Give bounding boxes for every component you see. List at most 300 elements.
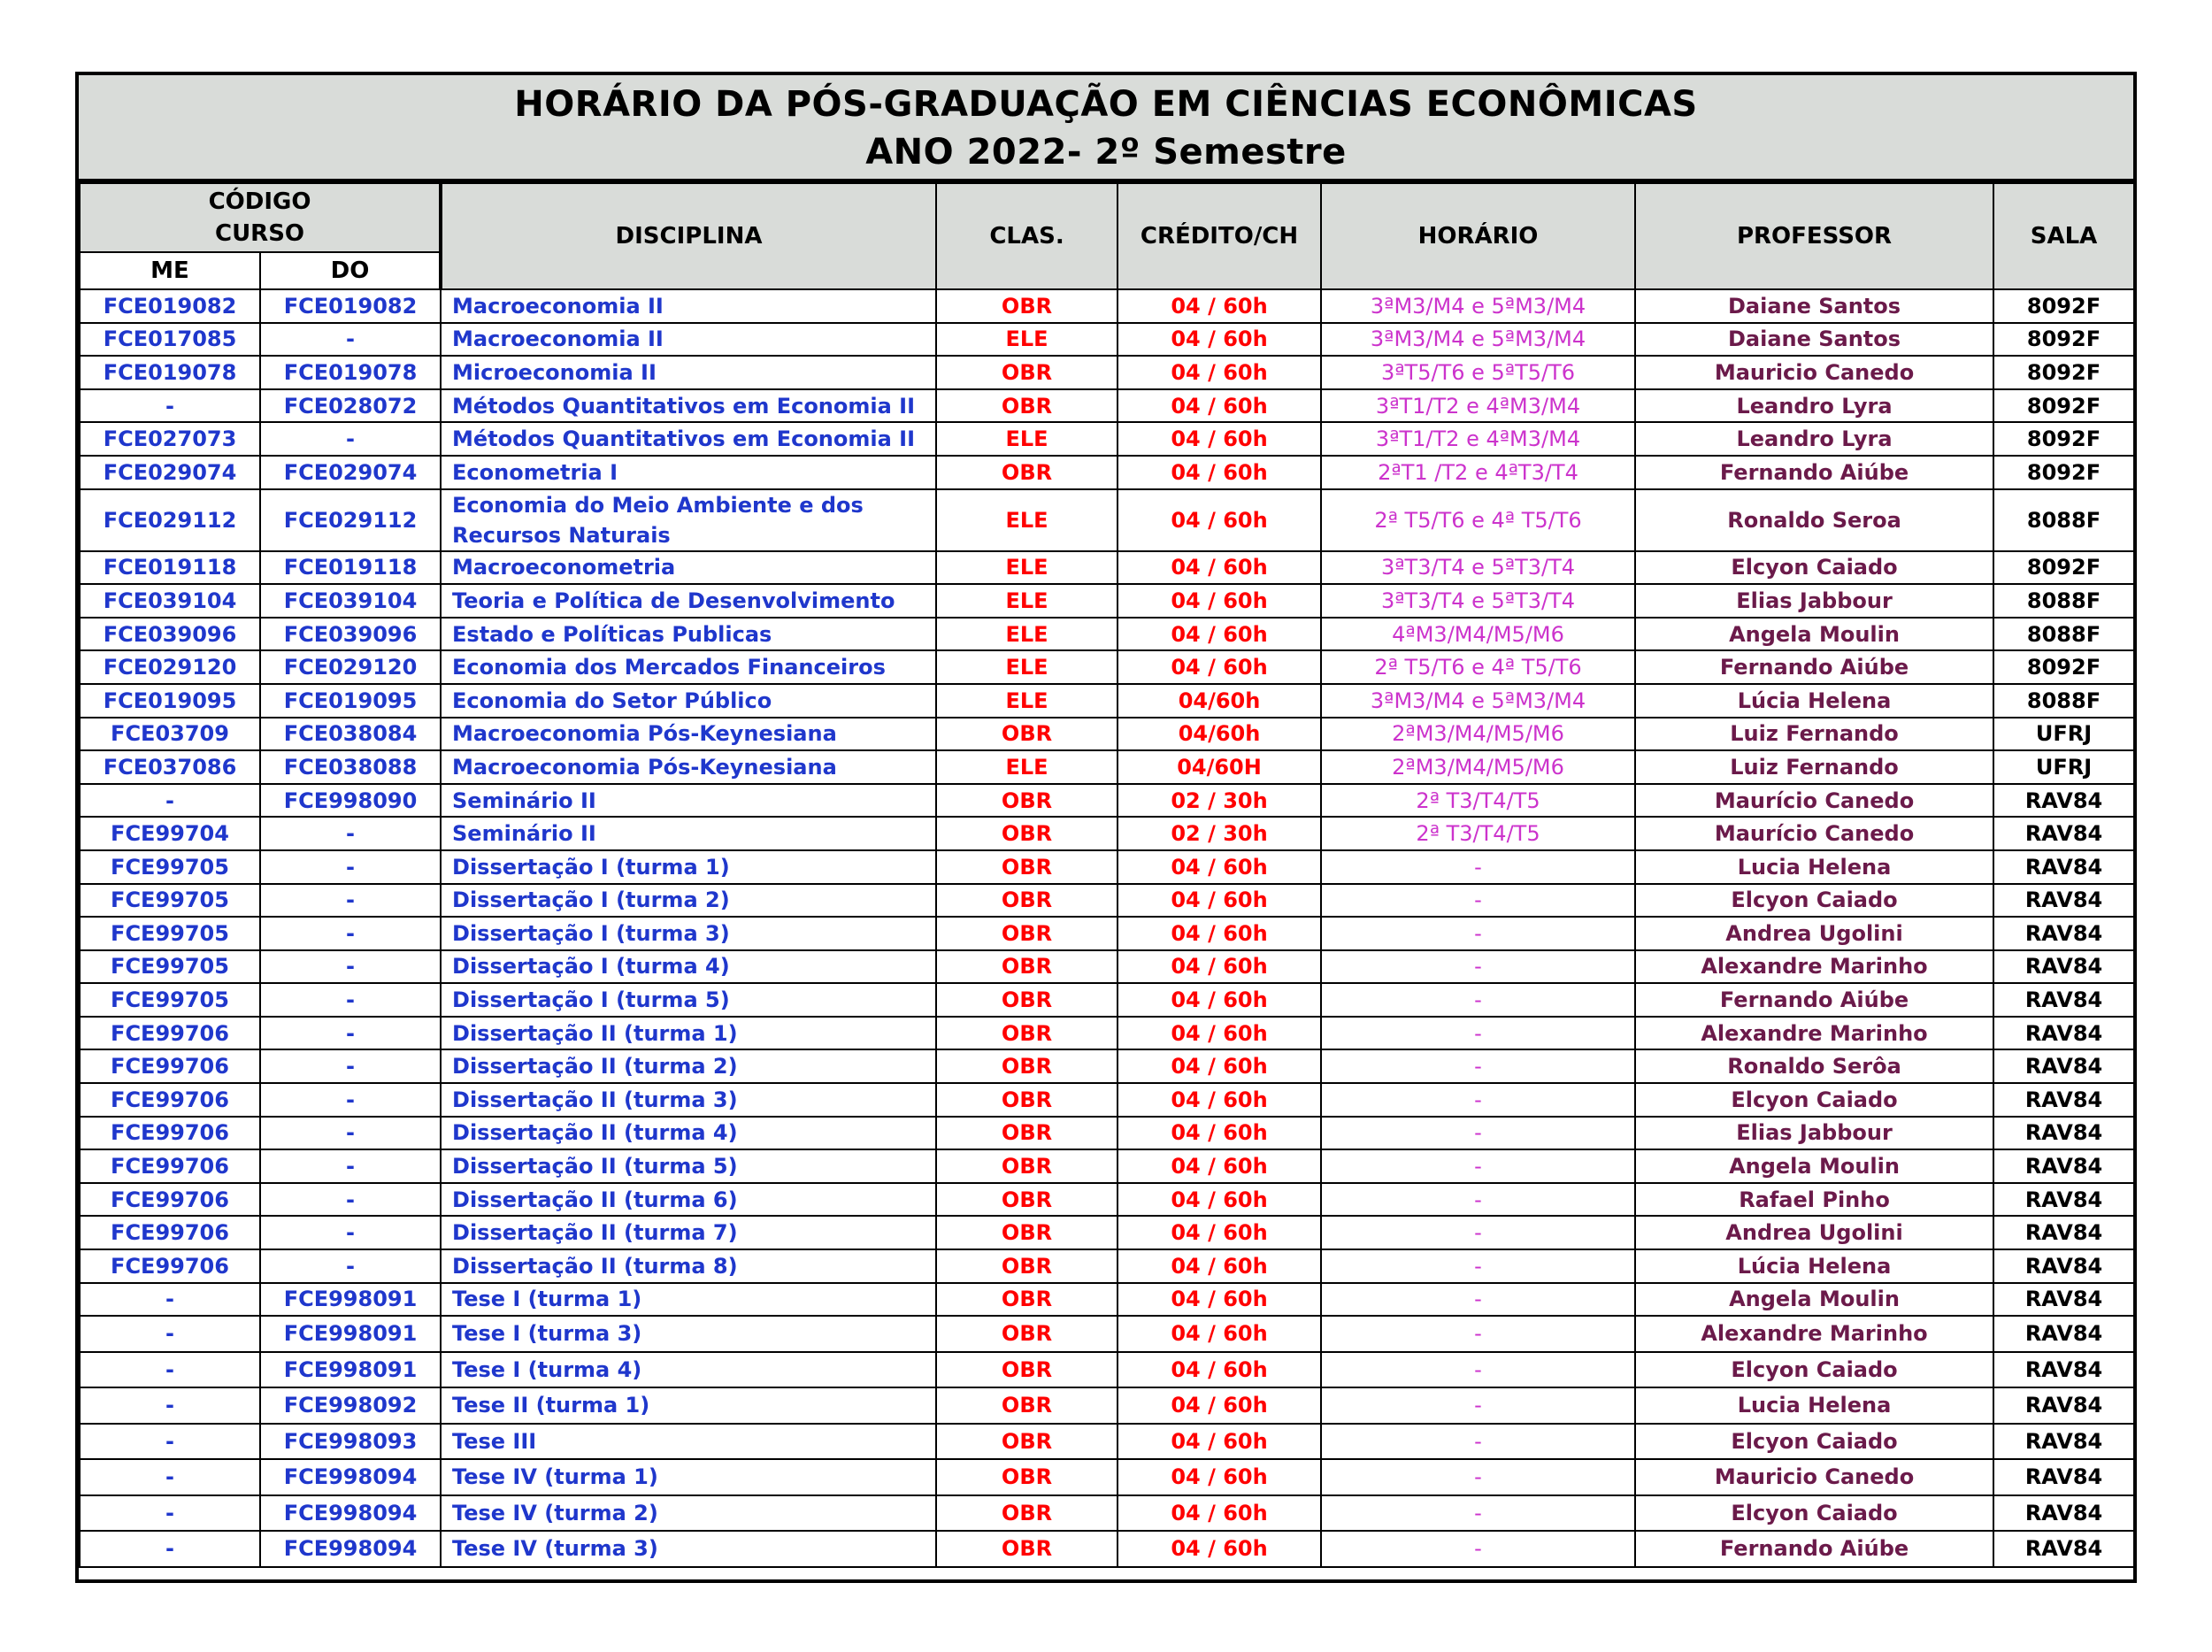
code-me-cell: FCE019082 [80,289,260,323]
professor-cell: Ronaldo Seroa [1635,489,1993,551]
horario-cell: 4ªM3/M4/M5/M6 [1321,618,1635,651]
page-title: HORÁRIO DA PÓS-GRADUAÇÃO EM CIÊNCIAS ECONÔMICAS [514,84,1698,125]
code-me-cell: - [80,1424,260,1460]
sala-cell: 8092F [1993,422,2134,456]
code-do-cell: - [260,884,441,918]
header-codigo-curso [80,183,441,252]
credito-cell: 04 / 60h [1118,950,1321,984]
disciplina-cell: Estado e Políticas Publicas [441,618,936,651]
sala-cell: UFRJ [1993,718,2134,751]
code-me-cell: FCE99705 [80,884,260,918]
professor-cell: Fernando Aiúbe [1635,650,1993,684]
code-do-cell: FCE019095 [260,684,441,718]
clas-cell: OBR [936,1183,1118,1217]
credito-cell: 04 / 60h [1118,422,1321,456]
credito-cell: 04 / 60h [1118,983,1321,1017]
horario-cell: - [1321,884,1635,918]
clas-cell: OBR [936,1424,1118,1460]
code-do-cell: - [260,983,441,1017]
header-do: DO [260,252,441,289]
sala-cell: 8092F [1993,650,2134,684]
disciplina-cell: Tese III [441,1424,936,1460]
credito-cell: 04 / 60h [1118,650,1321,684]
sala-cell: 8092F [1993,456,2134,489]
clas-cell: ELE [936,422,1118,456]
code-me-cell: FCE99705 [80,917,260,950]
sala-cell: RAV84 [1993,1283,2134,1317]
code-do-cell: FCE998093 [260,1424,441,1460]
credito-cell: 04 / 60h [1118,1424,1321,1460]
code-me-cell: - [80,1283,260,1317]
credito-cell: 02 / 30h [1118,817,1321,850]
table-row [80,1316,2134,1352]
sala-cell: RAV84 [1993,1316,2134,1352]
sala-cell: 8088F [1993,618,2134,651]
sala-cell: 8088F [1993,584,2134,618]
code-do-cell: FCE998091 [260,1352,441,1388]
professor-cell: Fernando Aiúbe [1635,983,1993,1017]
horario-cell: 3ªT1/T2 e 4ªM3/M4 [1321,422,1635,456]
disciplina-cell: Economia dos Mercados Financeiros [441,650,936,684]
professor-cell: Alexandre Marinho [1635,1316,1993,1352]
disciplina-cell: Dissertação II (turma 8) [441,1249,936,1283]
disciplina-cell: Microeconomia II [441,356,936,389]
disciplina-cell: Econometria I [441,456,936,489]
horario-cell: - [1321,983,1635,1017]
clas-cell: OBR [936,1149,1118,1183]
credito-cell: 04/60H [1118,750,1321,784]
table-row [80,1216,2134,1249]
sala-cell: RAV84 [1993,1495,2134,1532]
disciplina-cell: Dissertação II (turma 4) [441,1117,936,1150]
table-row [80,422,2134,456]
schedule-rows [80,289,2134,1567]
sala-cell: RAV84 [1993,1183,2134,1217]
table-row [80,817,2134,850]
clas-cell: OBR [936,718,1118,751]
sala-cell: RAV84 [1993,1017,2134,1050]
credito-cell: 04 / 60h [1118,917,1321,950]
credito-cell: 04/60h [1118,684,1321,718]
credito-cell: 04 / 60h [1118,389,1321,423]
header-me: ME [80,252,260,289]
code-me-cell: FCE99706 [80,1049,260,1083]
disciplina-cell: Dissertação II (turma 5) [441,1149,936,1183]
horario-cell: 2ª T3/T4/T5 [1321,784,1635,818]
code-do-cell: FCE998094 [260,1495,441,1532]
horario-cell: 3ªM3/M4 e 5ªM3/M4 [1321,289,1635,323]
clas-cell: OBR [936,1387,1118,1424]
sala-cell: RAV84 [1993,1531,2134,1567]
clas-cell: ELE [936,489,1118,551]
table-row [80,950,2134,984]
horario-cell: - [1321,1283,1635,1317]
table-row [80,1459,2134,1495]
clas-cell: ELE [936,684,1118,718]
header-curso: CURSO [214,220,305,247]
table-row [80,784,2134,818]
code-me-cell: FCE029120 [80,650,260,684]
disciplina-cell: Seminário II [441,784,936,818]
code-me-cell: - [80,389,260,423]
clas-cell: OBR [936,1017,1118,1050]
horario-cell: - [1321,917,1635,950]
disciplina-cell: Teoria e Política de Desenvolvimento [441,584,936,618]
clas-cell: ELE [936,584,1118,618]
credito-cell: 04 / 60h [1118,356,1321,389]
clas-cell: OBR [936,356,1118,389]
professor-cell: Mauricio Canedo [1635,1459,1993,1495]
code-me-cell: - [80,1531,260,1567]
code-do-cell: FCE998091 [260,1316,441,1352]
sala-cell: RAV84 [1993,817,2134,850]
table-row [80,650,2134,684]
horario-cell: - [1321,1531,1635,1567]
sala-cell: RAV84 [1993,1117,2134,1150]
sala-cell: 8092F [1993,551,2134,585]
professor-cell: Maurício Canedo [1635,817,1993,850]
clas-cell: OBR [936,884,1118,918]
clas-cell: OBR [936,389,1118,423]
header-disciplina: DISCIPLINA [441,183,936,289]
table-row [80,850,2134,884]
code-do-cell: - [260,1249,441,1283]
code-do-cell: - [260,1149,441,1183]
professor-cell: Elcyon Caiado [1635,1352,1993,1388]
clas-cell: OBR [936,1117,1118,1150]
clas-cell: OBR [936,1531,1118,1567]
professor-cell: Mauricio Canedo [1635,356,1993,389]
header-professor: PROFESSOR [1635,183,1993,289]
sala-cell: RAV84 [1993,850,2134,884]
horario-cell: 3ªT3/T4 e 5ªT3/T4 [1321,551,1635,585]
table-row [80,584,2134,618]
sala-cell: RAV84 [1993,1352,2134,1388]
professor-cell: Angela Moulin [1635,1283,1993,1317]
sala-cell: RAV84 [1993,1249,2134,1283]
horario-cell: 3ªT3/T4 e 5ªT3/T4 [1321,584,1635,618]
horario-cell: 2ªM3/M4/M5/M6 [1321,750,1635,784]
code-do-cell: FCE038088 [260,750,441,784]
credito-cell: 04 / 60h [1118,489,1321,551]
disciplina-cell: Macroeconomia Pós-Keynesiana [441,718,936,751]
table-row [80,1531,2134,1567]
code-do-cell: FCE029074 [260,456,441,489]
professor-cell: Lúcia Helena [1635,684,1993,718]
disciplina-cell: Dissertação II (turma 3) [441,1083,936,1117]
table-row [80,1183,2134,1217]
disciplina-cell: Dissertação II (turma 6) [441,1183,936,1217]
title-block [79,75,2133,182]
code-me-cell: FCE99706 [80,1183,260,1217]
code-me-cell: FCE029112 [80,489,260,551]
code-me-cell: FCE029074 [80,456,260,489]
horario-cell: 2ªM3/M4/M5/M6 [1321,718,1635,751]
code-me-cell: FCE039096 [80,618,260,651]
professor-cell: Daiane Santos [1635,289,1993,323]
code-do-cell: FCE019118 [260,551,441,585]
code-do-cell: FCE028072 [260,389,441,423]
disciplina-cell: Dissertação I (turma 5) [441,983,936,1017]
code-me-cell: FCE99706 [80,1149,260,1183]
professor-cell: Elcyon Caiado [1635,551,1993,585]
code-me-cell: FCE019118 [80,551,260,585]
table-row [80,1283,2134,1317]
professor-cell: Elcyon Caiado [1635,1424,1993,1460]
credito-cell: 04 / 60h [1118,323,1321,357]
code-do-cell: - [260,850,441,884]
table-row [80,323,2134,357]
professor-cell: Luiz Fernando [1635,718,1993,751]
professor-cell: Elcyon Caiado [1635,1083,1993,1117]
disciplina-cell: Dissertação II (turma 1) [441,1017,936,1050]
schedule-sheet [75,72,2137,1583]
horario-cell: - [1321,1117,1635,1150]
clas-cell: OBR [936,817,1118,850]
professor-cell: Angela Moulin [1635,1149,1993,1183]
code-me-cell: FCE99706 [80,1249,260,1283]
disciplina-cell: Dissertação I (turma 3) [441,917,936,950]
professor-cell: Daiane Santos [1635,323,1993,357]
clas-cell: OBR [936,1083,1118,1117]
credito-cell: 04 / 60h [1118,618,1321,651]
clas-cell: OBR [936,983,1118,1017]
disciplina-cell: Macroeconomia II [441,289,936,323]
credito-cell: 04/60h [1118,718,1321,751]
disciplina-cell: Economia do Meio Ambiente e dos Recursos Naturais [441,489,936,551]
horario-cell: - [1321,1424,1635,1460]
code-do-cell: FCE039104 [260,584,441,618]
clas-cell: OBR [936,1316,1118,1352]
table-row [80,983,2134,1017]
horario-cell: - [1321,1249,1635,1283]
horario-cell: - [1321,950,1635,984]
sala-cell: RAV84 [1993,1424,2134,1460]
credito-cell: 04 / 60h [1118,1017,1321,1050]
disciplina-cell: Macroeconomia Pós-Keynesiana [441,750,936,784]
code-do-cell: FCE019082 [260,289,441,323]
clas-cell: OBR [936,917,1118,950]
clas-cell: OBR [936,1283,1118,1317]
disciplina-cell: Tese IV (turma 3) [441,1531,936,1567]
professor-cell: Leandro Lyra [1635,389,1993,423]
code-do-cell: - [260,817,441,850]
code-do-cell: - [260,422,441,456]
horario-cell: 2ª T5/T6 e 4ª T5/T6 [1321,489,1635,551]
code-me-cell: FCE019078 [80,356,260,389]
code-do-cell: - [260,1083,441,1117]
code-do-cell: FCE998092 [260,1387,441,1424]
sala-cell: 8092F [1993,356,2134,389]
horario-cell: - [1321,1216,1635,1249]
header-horario: HORÁRIO [1321,183,1635,289]
table-row [80,1117,2134,1150]
professor-cell: Lucia Helena [1635,1387,1993,1424]
disciplina-cell: Dissertação I (turma 1) [441,850,936,884]
professor-cell: Andrea Ugolini [1635,1216,1993,1249]
professor-cell: Lúcia Helena [1635,1249,1993,1283]
credito-cell: 04 / 60h [1118,1387,1321,1424]
disciplina-cell: Dissertação I (turma 2) [441,884,936,918]
table-row [80,1017,2134,1050]
sala-cell: RAV84 [1993,950,2134,984]
code-do-cell: - [260,917,441,950]
horario-cell: - [1321,1183,1635,1217]
horario-cell: 2ªT1 /T2 e 4ªT3/T4 [1321,456,1635,489]
clas-cell: OBR [936,456,1118,489]
sala-cell: 8092F [1993,389,2134,423]
credito-cell: 04 / 60h [1118,584,1321,618]
code-do-cell: - [260,1117,441,1150]
code-me-cell: FCE03709 [80,718,260,751]
sala-cell: RAV84 [1993,1387,2134,1424]
table-row [80,1249,2134,1283]
clas-cell: OBR [936,1352,1118,1388]
disciplina-cell: Economia do Setor Público [441,684,936,718]
credito-cell: 04 / 60h [1118,1495,1321,1532]
code-me-cell: FCE037086 [80,750,260,784]
code-me-cell: - [80,1316,260,1352]
code-me-cell: - [80,1459,260,1495]
professor-cell: Luiz Fernando [1635,750,1993,784]
professor-cell: Fernando Aiúbe [1635,1531,1993,1567]
code-me-cell: FCE99705 [80,950,260,984]
clas-cell: ELE [936,551,1118,585]
clas-cell: OBR [936,1216,1118,1249]
schedule-table [79,182,2135,1568]
sala-cell: RAV84 [1993,1149,2134,1183]
horario-cell: - [1321,1387,1635,1424]
credito-cell: 04 / 60h [1118,1459,1321,1495]
horario-cell: 3ªM3/M4 e 5ªM3/M4 [1321,323,1635,357]
credito-cell: 04 / 60h [1118,1216,1321,1249]
page-subtitle: ANO 2022- 2º Semestre [865,132,1347,173]
horario-cell: - [1321,1149,1635,1183]
disciplina-cell: Métodos Quantitativos em Economia II [441,422,936,456]
code-me-cell: FCE99705 [80,850,260,884]
table-row [80,684,2134,718]
code-do-cell: FCE998091 [260,1283,441,1317]
horario-cell: 3ªT1/T2 e 4ªM3/M4 [1321,389,1635,423]
disciplina-cell: Tese II (turma 1) [441,1387,936,1424]
sala-cell: 8088F [1993,684,2134,718]
credito-cell: 04 / 60h [1118,850,1321,884]
credito-cell: 04 / 60h [1118,1531,1321,1567]
code-me-cell: FCE99706 [80,1017,260,1050]
code-me-cell: - [80,1352,260,1388]
sala-cell: UFRJ [1993,750,2134,784]
table-row [80,1424,2134,1460]
disciplina-cell: Dissertação II (turma 7) [441,1216,936,1249]
horario-cell: - [1321,1495,1635,1532]
horario-cell: 3ªM3/M4 e 5ªM3/M4 [1321,684,1635,718]
clas-cell: OBR [936,850,1118,884]
disciplina-cell: Tese IV (turma 2) [441,1495,936,1532]
credito-cell: 04 / 60h [1118,1183,1321,1217]
disciplina-cell: Tese IV (turma 1) [441,1459,936,1495]
professor-cell: Andrea Ugolini [1635,917,1993,950]
credito-cell: 04 / 60h [1118,1283,1321,1317]
professor-cell: Maurício Canedo [1635,784,1993,818]
code-do-cell: - [260,1216,441,1249]
credito-cell: 04 / 60h [1118,1316,1321,1352]
horario-cell: - [1321,1017,1635,1050]
table-row [80,884,2134,918]
disciplina-cell: Tese I (turma 3) [441,1316,936,1352]
code-do-cell: FCE038084 [260,718,441,751]
horario-cell: - [1321,850,1635,884]
code-do-cell: - [260,1183,441,1217]
clas-cell: OBR [936,784,1118,818]
clas-cell: ELE [936,323,1118,357]
code-me-cell: FCE99704 [80,817,260,850]
disciplina-cell: Seminário II [441,817,936,850]
clas-cell: OBR [936,289,1118,323]
horario-cell: 2ª T5/T6 e 4ª T5/T6 [1321,650,1635,684]
professor-cell: Elias Jabbour [1635,584,1993,618]
professor-cell: Elias Jabbour [1635,1117,1993,1150]
horario-cell: - [1321,1083,1635,1117]
professor-cell: Elcyon Caiado [1635,1495,1993,1532]
code-do-cell: FCE998094 [260,1531,441,1567]
disciplina-cell: Dissertação I (turma 4) [441,950,936,984]
code-do-cell: FCE998094 [260,1459,441,1495]
professor-cell: Rafael Pinho [1635,1183,1993,1217]
header-clas: CLAS. [936,183,1118,289]
sala-cell: RAV84 [1993,917,2134,950]
professor-cell: Ronaldo Serôa [1635,1049,1993,1083]
professor-cell: Angela Moulin [1635,618,1993,651]
header-codigo: CÓDIGO [208,188,311,215]
professor-cell: Alexandre Marinho [1635,1017,1993,1050]
credito-cell: 04 / 60h [1118,1149,1321,1183]
table-row [80,456,2134,489]
sala-cell: RAV84 [1993,884,2134,918]
credito-cell: 04 / 60h [1118,1049,1321,1083]
table-row [80,489,2134,551]
code-me-cell: FCE039104 [80,584,260,618]
professor-cell: Alexandre Marinho [1635,950,1993,984]
disciplina-cell: Macroeconometria [441,551,936,585]
credito-cell: 04 / 60h [1118,1083,1321,1117]
clas-cell: OBR [936,1049,1118,1083]
sala-cell: RAV84 [1993,1459,2134,1495]
credito-cell: 04 / 60h [1118,551,1321,585]
professor-cell: Fernando Aiúbe [1635,456,1993,489]
disciplina-cell: Métodos Quantitativos em Economia II [441,389,936,423]
code-me-cell: - [80,1495,260,1532]
table-row [80,356,2134,389]
code-me-cell: FCE017085 [80,323,260,357]
clas-cell: ELE [936,618,1118,651]
horario-cell: 2ª T3/T4/T5 [1321,817,1635,850]
table-row [80,718,2134,751]
disciplina-cell: Tese I (turma 4) [441,1352,936,1388]
disciplina-cell: Dissertação II (turma 2) [441,1049,936,1083]
clas-cell: OBR [936,1249,1118,1283]
header-credito: CRÉDITO/CH [1118,183,1321,289]
code-me-cell: - [80,1387,260,1424]
code-do-cell: - [260,950,441,984]
credito-cell: 04 / 60h [1118,1249,1321,1283]
table-row [80,618,2134,651]
code-do-cell: FCE029120 [260,650,441,684]
professor-cell: Leandro Lyra [1635,422,1993,456]
header-sala: SALA [1993,183,2134,289]
horario-cell: - [1321,1049,1635,1083]
credito-cell: 04 / 60h [1118,884,1321,918]
code-do-cell: FCE029112 [260,489,441,551]
